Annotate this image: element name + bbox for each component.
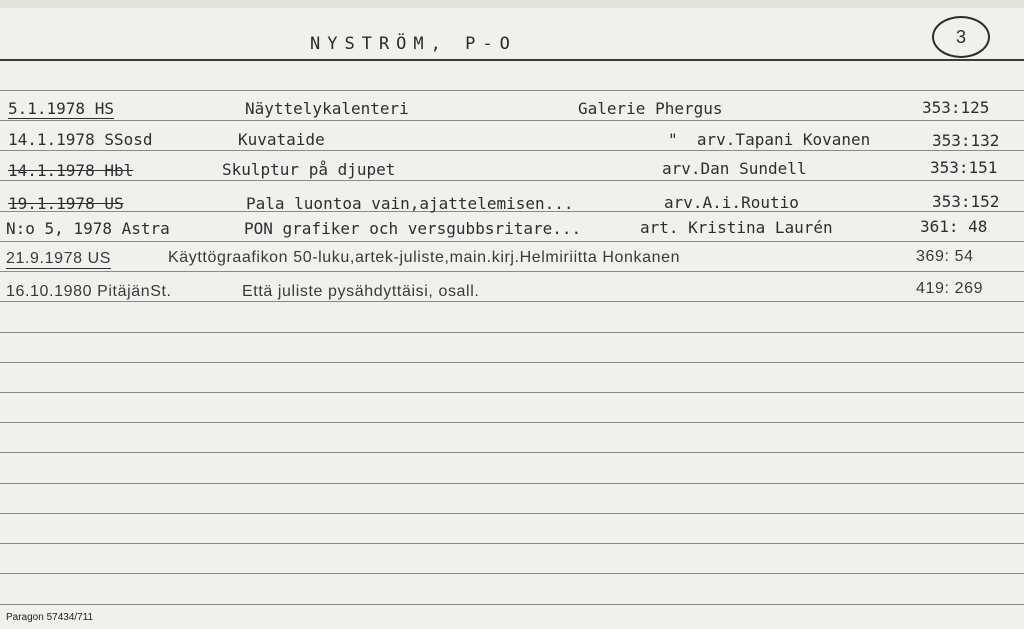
entry-title: PON grafiker och versgubbsritare...: [244, 219, 582, 238]
header-rule: [0, 59, 1024, 61]
entry-ref: 353:132: [932, 131, 1000, 150]
entry-date-source: 16.10.1980 PitäjänSt.: [6, 283, 172, 300]
rule-line: [0, 513, 1024, 514]
entry-note: Galerie Phergus: [578, 99, 723, 118]
rule-line: [0, 150, 1024, 151]
entry-ref: 353:151: [930, 158, 998, 177]
entry-ref: 419: 269: [916, 280, 984, 297]
entry-note: arv.Dan Sundell: [662, 159, 807, 178]
rule-line: [0, 332, 1024, 333]
rule-line: [0, 301, 1024, 302]
rule-line: [0, 422, 1024, 423]
card-number-circle: 3: [932, 16, 990, 58]
rule-line: [0, 543, 1024, 544]
rule-line: [0, 180, 1024, 181]
entry-note: " arv.Tapani Kovanen: [668, 130, 871, 149]
rule-line: [0, 241, 1024, 242]
entry-date-source: 19.1.1978 US: [8, 194, 124, 213]
entry-date-source: 14.1.1978 SSosd: [8, 130, 153, 149]
entry-ref: 353:125: [922, 98, 990, 117]
rule-line: [0, 120, 1024, 121]
entry-date-source: 14.1.1978 Hbl: [8, 161, 134, 180]
rule-line: [0, 573, 1024, 574]
entry-date-source: N:o 5, 1978 Astra: [6, 219, 170, 238]
rule-line: [0, 392, 1024, 393]
entry-title: Skulptur på djupet: [222, 160, 396, 179]
entry-title: Että juliste pysähdyttäisi, osall.: [242, 283, 480, 300]
entry-title: Pala luontoa vain,ajattelemisen...: [246, 194, 574, 213]
printer-mark: Paragon 57434/711: [6, 612, 94, 623]
rule-line: [0, 90, 1024, 91]
card-top-edge: [0, 0, 1024, 8]
rule-line: [0, 271, 1024, 272]
entry-ref: 361: 48: [920, 217, 988, 236]
entry-ref: 369: 54: [916, 248, 974, 265]
entry-date-source: 5.1.1978 HS: [8, 99, 114, 118]
card-title: NYSTRÖM, P-O: [310, 34, 517, 54]
entry-title: Käyttögraafikon 50-luku,artek-juliste,main.kirj.Helmiriitta Honkanen: [168, 249, 681, 266]
rule-line: [0, 604, 1024, 605]
rule-line: [0, 362, 1024, 363]
entry-date-source: 21.9.1978 US: [6, 250, 112, 267]
entry-title: Näyttelykalenteri: [245, 99, 409, 118]
rule-line: [0, 483, 1024, 484]
entry-note: arv.A.i.Routio: [664, 193, 799, 212]
entry-note: art. Kristina Laurén: [640, 218, 833, 237]
rule-line: [0, 452, 1024, 453]
entry-ref: 353:152: [932, 192, 1000, 211]
entry-title: Kuvataide: [238, 130, 325, 149]
